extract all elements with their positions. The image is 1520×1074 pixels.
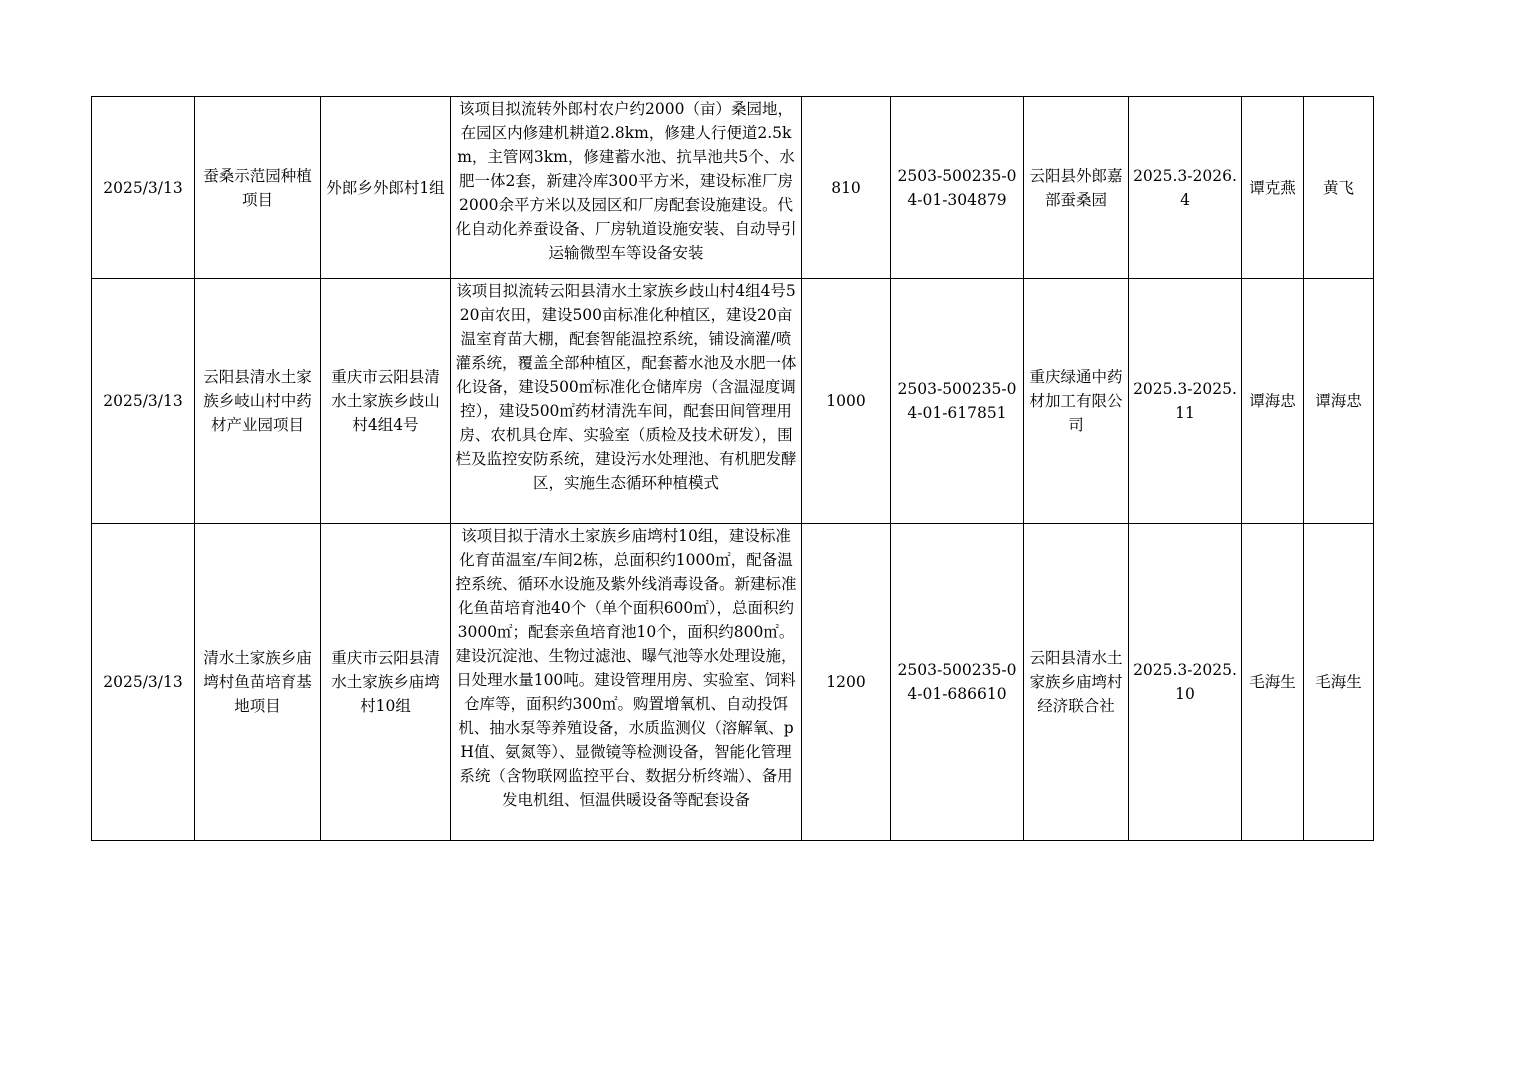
investment-cell: 1000 [802,279,891,524]
owner-cell: 云阳县外郎嘉部蚕桑园 [1024,97,1129,279]
location-cell: 重庆市云阳县清水土家族乡歧山村4组4号 [321,279,451,524]
person1-cell: 谭海忠 [1242,279,1304,524]
person2-cell: 谭海忠 [1304,279,1374,524]
period-cell: 2025.3-2025.11 [1129,279,1242,524]
date-cell: 2025/3/13 [92,279,195,524]
person1-cell: 毛海生 [1242,524,1304,841]
code-cell: 2503-500235-04-01-686610 [891,524,1024,841]
date-cell: 2025/3/13 [92,524,195,841]
investment-cell: 1200 [802,524,891,841]
date-cell: 2025/3/13 [92,97,195,279]
content-cell [451,279,802,524]
content-cell [451,97,802,279]
project-name-cell: 清水土家族乡庙塆村鱼苗培育基地项目 [195,524,321,841]
table-row [92,97,1374,279]
code-cell: 2503-500235-04-01-304879 [891,97,1024,279]
code-cell: 2503-500235-04-01-617851 [891,279,1024,524]
person1-cell: 谭克燕 [1242,97,1304,279]
content-text: 该项目拟流转云阳县清水土家族乡歧山村4组4号520亩农田，建设500亩标准化种植区，建设20亩温室育苗大棚，配套智能温控系统，铺设滴灌/喷灌系统，覆盖全部种植区，配套蓄水池及水肥一体化设备，建设500㎡标准化仓储库房（含温湿度调控），建设500㎡药材清洗车间，配套田间管理用房、农机具仓库、实验室（质检及技术研发），围栏及监控安防系统，建设污水处理池、有机肥发酵区，实施生态循环种植模式 [455,282,797,492]
project-name-cell: 云阳县清水土家族乡岐山村中药材产业园项目 [195,279,321,524]
period-cell: 2025.3-2026.4 [1129,97,1242,279]
content-cell [451,524,802,841]
location-cell: 外郎乡外郎村1组 [321,97,451,279]
project-name-cell: 蚕桑示范园种植项目 [195,97,321,279]
period-cell: 2025.3-2025.10 [1129,524,1242,841]
owner-cell: 重庆绿通中药材加工有限公司 [1024,279,1129,524]
content-text: 该项目拟于清水土家族乡庙塆村10组，建设标准化育苗温室/车间2栋，总面积约1000㎡，配备温控系统、循环水设施及紫外线消毒设备。新建标准化鱼苗培育池40个（单个面积600㎡），总面积约3000㎡；配套亲鱼培育池10个，面积约800㎡。建设沉淀池、生物过滤池、曝气池等水处理设施，日处理水量100吨。建设管理用房、实验室、饲料仓库等，面积约300㎡。购置增氧机、自动投饵机、抽水泵等养殖设备，水质监测仪（溶解氧、pH值、氨氮等）、显微镜等检测设备，智能化管理系统（含物联网监控平台、数据分析终端）、备用发电机组、恒温供暖设备等配套设备 [455,527,797,809]
person2-cell: 黄飞 [1304,97,1374,279]
project-table [91,96,1374,841]
table-row [92,524,1374,841]
location-cell: 重庆市云阳县清水土家族乡庙塆村10组 [321,524,451,841]
owner-cell: 云阳县清水土家族乡庙塆村经济联合社 [1024,524,1129,841]
person2-cell: 毛海生 [1304,524,1374,841]
investment-cell: 810 [802,97,891,279]
table-row [92,279,1374,524]
content-text: 该项目拟流转外郎村农户约2000（亩）桑园地，在园区内修建机耕道2.8km，修建人行便道2.5km，主管网3km，修建蓄水池、抗旱池共5个、水肥一体2套，新建冷库300平方米，建设标准厂房2000余平方米以及园区和厂房配套设施建设。代化自动化养蚕设备、厂房轨道设施安装、自动导引运输微型车等设备安装 [455,100,797,262]
